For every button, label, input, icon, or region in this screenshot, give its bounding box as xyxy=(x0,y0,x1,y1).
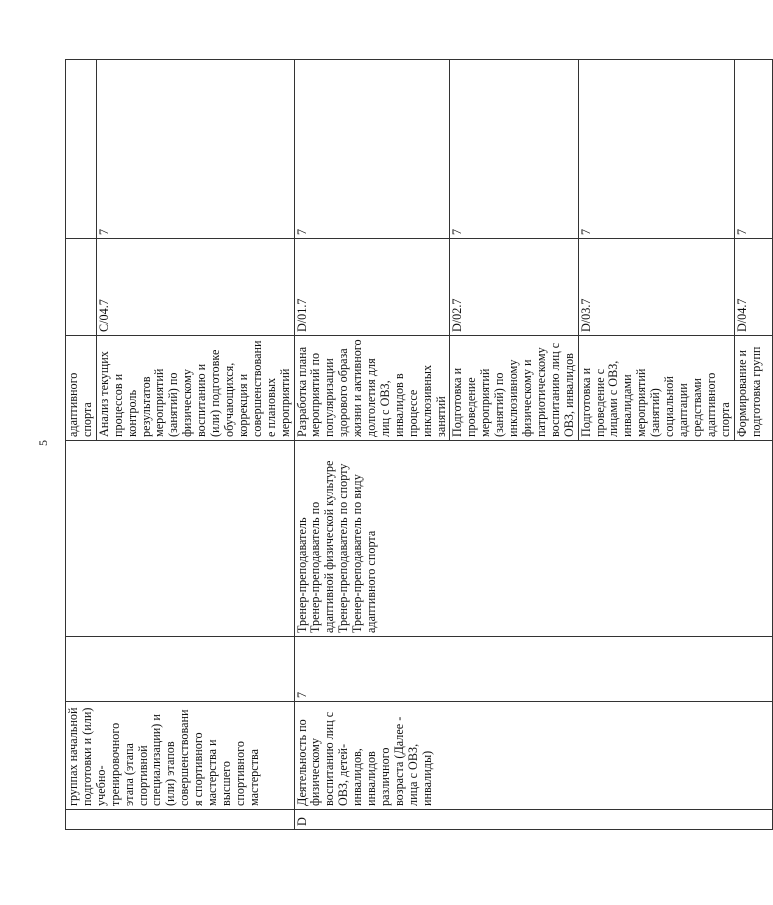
cell-func-code: D/04.7 xyxy=(734,239,772,336)
rotated-table-wrapper xyxy=(65,60,763,830)
position-item: Тренер-преподаватель xyxy=(294,517,309,633)
position-item: Тренер-преподаватель по виду адаптивного спорта xyxy=(350,474,379,633)
cell-func-code: D/02.7 xyxy=(450,239,578,336)
cell-func-level: 7 xyxy=(578,60,734,239)
cell-positions xyxy=(66,441,295,637)
table-row xyxy=(294,60,450,830)
position-item: Тренер-преподаватель по адаптивной физической культуре xyxy=(308,460,337,633)
cell-positions xyxy=(294,441,772,637)
table-row xyxy=(66,60,97,830)
cell-func-level xyxy=(66,60,97,239)
cell-function: адаптивного спорта xyxy=(66,336,97,441)
cell-code xyxy=(66,810,295,830)
cell-function: Подготовка и проведение мероприятий (занятий) по инклюзивному физическому и патриотическому воспитанию лиц с ОВЗ, инвалидов xyxy=(450,336,578,441)
cell-func-level: 7 xyxy=(96,60,294,239)
cell-func-code: D/01.7 xyxy=(294,239,450,336)
cell-func-level: 7 xyxy=(450,60,578,239)
cell-name: группах начальной подготовки и (или) учебно-тренировочного этапа (этапа спортивной специализации) и (или) этапов совершенствования спортивного мастерства и высшего спортивного мастерства xyxy=(66,702,295,810)
cell-func-level: 7 xyxy=(734,60,772,239)
cell-function: Формирование и подготовка групп xyxy=(734,336,772,441)
cell-function: Разработка плана мероприятий по популяризации здорового образа жизни и активного долголетия для лиц с ОВЗ, инвалидов в процессе инклюзивных занятий xyxy=(294,336,450,441)
cell-func-level: 7 xyxy=(294,60,450,239)
cell-code: D xyxy=(294,810,772,830)
document-sheet xyxy=(65,60,763,830)
cell-func-code: D/03.7 xyxy=(578,239,734,336)
cell-func-code xyxy=(66,239,97,336)
functions-table xyxy=(65,59,773,830)
cell-name: Деятельность по физическому воспитанию лиц с ОВЗ, детей-инвалидов, инвалидов различного возраста (Далее - лица с ОВЗ, инвалиды) xyxy=(294,702,772,810)
cell-level xyxy=(66,637,295,702)
cell-function: Анализ текущих процессов и контроль результатов мероприятий (занятий) по физическому воспитанию и (или) подготовке обучающихся, коррекция и совершенствование плановых мероприятий xyxy=(96,336,294,441)
cell-function: Подготовка и проведение с лицами с ОВЗ, инвалидами мероприятий (занятий) социальной адаптации средствами адаптивного спорта xyxy=(578,336,734,441)
cell-func-code: C/04.7 xyxy=(96,239,294,336)
position-item: Тренер-преподаватель по спорту xyxy=(336,463,351,633)
cell-level: 7 xyxy=(294,637,772,702)
page-number: 5 xyxy=(36,440,50,446)
